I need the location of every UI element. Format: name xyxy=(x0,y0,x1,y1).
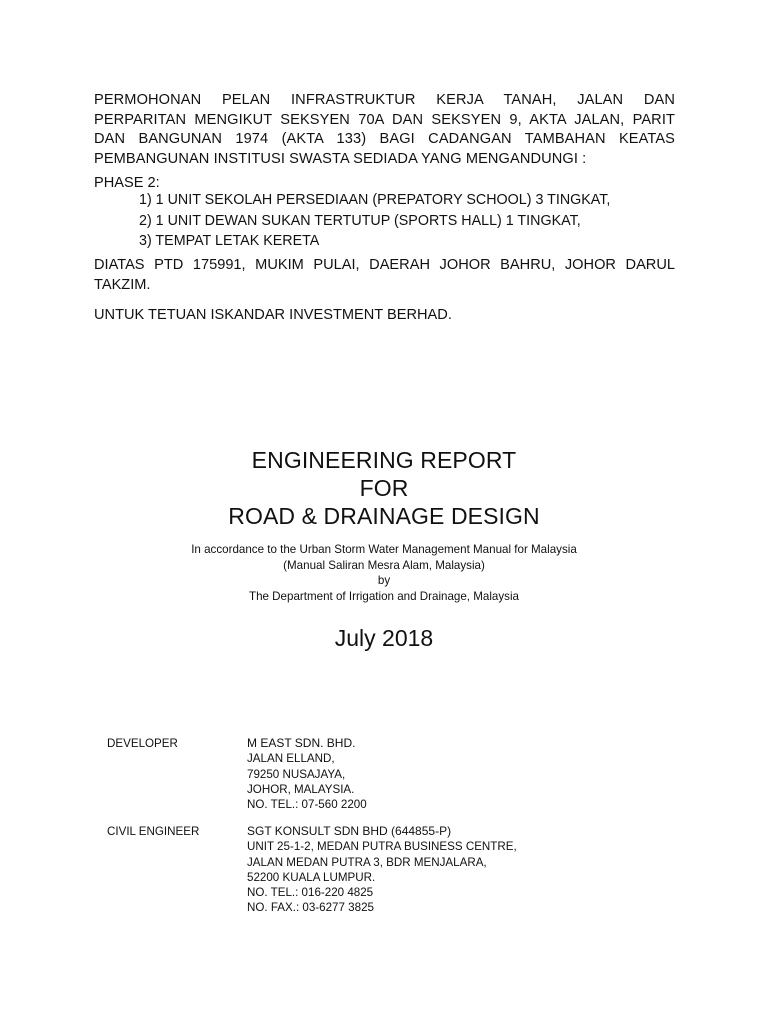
civil-engineer-address-line: 52200 KUALA LUMPUR. xyxy=(247,870,376,884)
intro-line: DAN BANGUNAN 1974 (AKTA 133) BAGI CADANGAN TAMBAHAN KEATAS xyxy=(94,131,675,147)
subtitle-line-2: (Manual Saliran Mesra Alam, Malaysia) xyxy=(283,558,485,572)
phase-list xyxy=(139,190,610,252)
developer-details xyxy=(247,736,367,812)
intro-line: PEMBANGUNAN INSTITUSI SWASTA SEDIADA YANG MENGANDUNGI : xyxy=(94,150,587,167)
developer-address-line: JALAN ELLAND, xyxy=(247,752,335,766)
developer-label: DEVELOPER xyxy=(107,737,178,750)
intro-line: PERMOHONAN PELAN INFRASTRUKTUR KERJA TANAH, JALAN DAN xyxy=(94,92,675,108)
report-subtitle xyxy=(0,542,768,604)
phase-item: 3) TEMPAT LETAK KERETA xyxy=(139,233,320,249)
subtitle-line-1: In accordance to the Urban Storm Water Management Manual for Malaysia xyxy=(191,543,577,556)
report-title xyxy=(0,446,768,530)
subtitle-line-3: by xyxy=(377,574,391,587)
civil-engineer-address-line: UNIT 25-1-2, MEDAN PUTRA BUSINESS CENTRE, xyxy=(247,840,517,854)
developer-address-line: 79250 NUSAJAYA, xyxy=(247,767,346,781)
location-paragraph xyxy=(94,256,675,295)
location-line: DIATAS PTD 175991, MUKIM PULAI, DAERAH JOHOR BAHRU, JOHOR DARUL xyxy=(94,257,675,273)
civil-engineer-label: CIVIL ENGINEER xyxy=(107,825,200,838)
title-line-1: ENGINEERING REPORT xyxy=(251,447,517,473)
report-date: July 2018 xyxy=(334,625,434,651)
civil-engineer-details xyxy=(247,824,517,916)
phase-item: 2) 1 UNIT DEWAN SUKAN TERTUTUP (SPORTS HALL) 1 TINGKAT, xyxy=(139,212,581,229)
subtitle-line-4: The Department of Irrigation and Drainage, Malaysia xyxy=(248,589,519,603)
developer-name: M EAST SDN. BHD. xyxy=(247,736,356,750)
civil-engineer-fax: NO. FAX.: 03-6277 3825 xyxy=(247,901,374,915)
developer-address-line: JOHOR, MALAYSIA. xyxy=(247,782,355,796)
civil-engineer-name: SGT KONSULT SDN BHD (644855-P) xyxy=(247,824,452,838)
title-line-3: ROAD & DRAINAGE DESIGN xyxy=(228,503,540,529)
title-line-2: FOR xyxy=(359,475,409,501)
civil-engineer-phone: NO. TEL.: 016-220 4825 xyxy=(247,886,374,900)
intro-line: PERPARITAN MENGIKUT SEKSYEN 70A DAN SEKSYEN 9, AKTA JALAN, PARIT xyxy=(94,111,675,128)
phase-item: 1) 1 UNIT SEKOLAH PERSEDIAAN (PREPATORY SCHOOL) 3 TINGKAT, xyxy=(139,192,611,208)
client-line: UNTUK TETUAN ISKANDAR INVESTMENT BERHAD. xyxy=(94,307,452,323)
developer-phone: NO. TEL.: 07-560 2200 xyxy=(247,798,367,812)
application-intro xyxy=(94,91,675,169)
phase-heading: PHASE 2: xyxy=(94,175,160,191)
location-line: TAKZIM. xyxy=(94,276,151,293)
civil-engineer-address-line: JALAN MEDAN PUTRA 3, BDR MENJALARA, xyxy=(247,855,487,869)
